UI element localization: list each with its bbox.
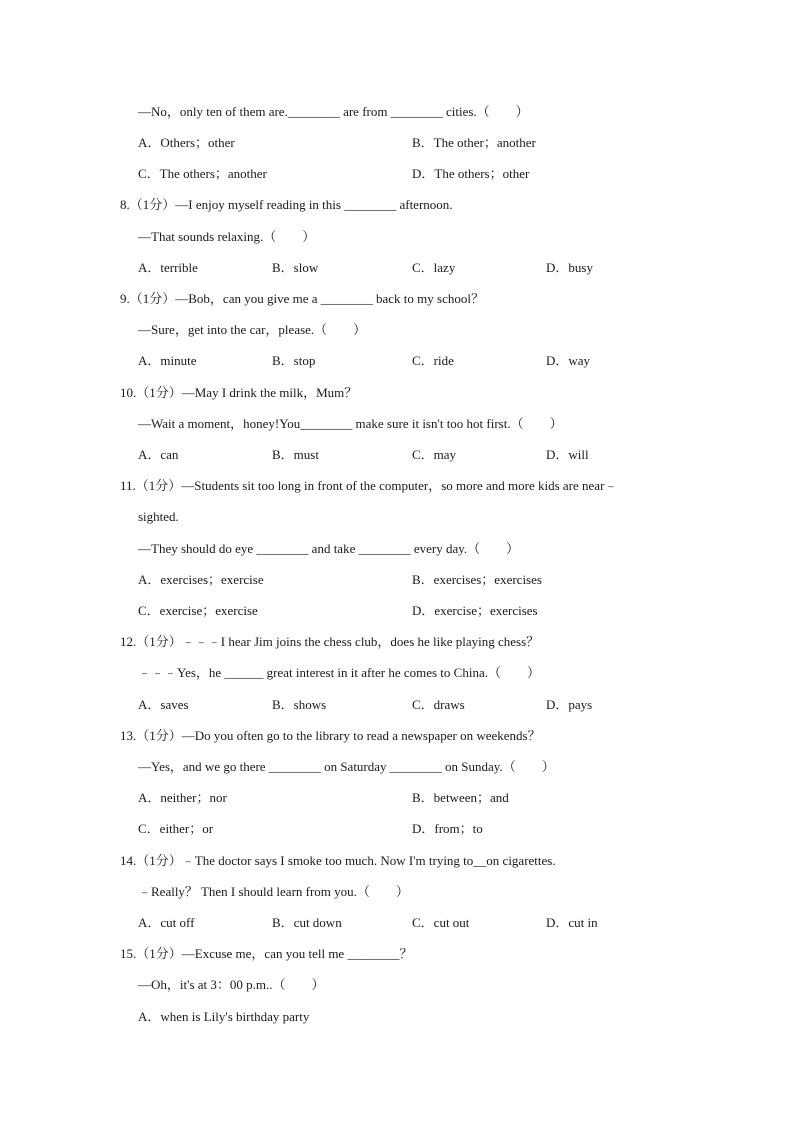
q9-option-b[interactable]: B．stop (272, 353, 316, 368)
q9-option-c[interactable]: C．ride (412, 353, 454, 368)
q12-option-d[interactable]: D．pays (546, 697, 593, 712)
q14-option-a[interactable]: A．cut off (138, 915, 195, 930)
q8-option-a[interactable]: A．terrible (138, 260, 198, 275)
q12-reply: ﹣﹣﹣Yes，he ______ great interest in it after he comes to China.（ ） (138, 665, 540, 680)
q12-option-c[interactable]: C．draws (412, 697, 465, 712)
q9-option-d[interactable]: D．way (546, 353, 591, 368)
q15-option-a[interactable]: A．when is Lily's birthday party (138, 1009, 310, 1024)
q14-reply: ﹣Really？ Then I should learn from you.（ ） (138, 884, 409, 899)
q10-stem: 10.（1分）—May I drink the milk，Mum？ (120, 385, 358, 400)
q14-stem: 14.（1分）﹣The doctor says I smoke too much. Now I'm trying to__on cigarettes. (120, 853, 556, 868)
q11-option-c[interactable]: C．exercise；exercise (138, 603, 258, 618)
q12-option-b[interactable]: B．shows (272, 697, 327, 712)
q13-stem: 13.（1分）—Do you often go to the library to read a newspaper on weekends？ (120, 728, 541, 743)
q11-option-d[interactable]: D．exercise；exercises (412, 603, 538, 618)
q10-option-d[interactable]: D．will (546, 447, 589, 462)
q8-stem: 8.（1分）—I enjoy myself reading in this ________ afternoon. (120, 197, 453, 212)
q13-option-b[interactable]: B．between；and (412, 790, 509, 805)
q8-reply: —That sounds relaxing.（ ） (138, 229, 316, 244)
q11-reply: —They should do eye ________ and take ________ every day.（ ） (138, 541, 520, 556)
q11-option-a[interactable]: A．exercises；exercise (138, 572, 264, 587)
q11-option-b[interactable]: B．exercises；exercises (412, 572, 542, 587)
q7-option-d[interactable]: D．The others；other (412, 166, 530, 181)
q9-stem: 9.（1分）—Bob，can you give me a ________ back to my school？ (120, 291, 484, 306)
q13-option-a[interactable]: A．neither；nor (138, 790, 227, 805)
q7-option-b[interactable]: B．The other；another (412, 135, 536, 150)
q12-stem: 12.（1分）﹣﹣﹣I hear Jim joins the chess club，does he like playing chess？ (120, 634, 540, 649)
q9-option-a[interactable]: A．minute (138, 353, 197, 368)
q13-reply: —Yes，and we go there ________ on Saturday ________ on Sunday.（ ） (138, 759, 555, 774)
q10-option-c[interactable]: C．may (412, 447, 457, 462)
q10-option-a[interactable]: A．can (138, 447, 179, 462)
q14-option-c[interactable]: C．cut out (412, 915, 470, 930)
q11-stem-continued: sighted. (138, 509, 179, 524)
q13-option-d[interactable]: D．from；to (412, 821, 483, 836)
q14-option-d[interactable]: D．cut in (546, 915, 598, 930)
q13-option-c[interactable]: C．either；or (138, 821, 214, 836)
q12-option-a[interactable]: A．saves (138, 697, 189, 712)
q7-option-a[interactable]: A．Others；other (138, 135, 235, 150)
q15-reply: —Oh，it's at 3：00 p.m..（ ） (138, 977, 325, 992)
q8-option-b[interactable]: B．slow (272, 260, 319, 275)
q7-answer-line: —No，only ten of them are.________ are from ________ cities.（ ） (138, 104, 529, 119)
q10-option-b[interactable]: B．must (272, 447, 319, 462)
q8-option-c[interactable]: C．lazy (412, 260, 456, 275)
q15-stem: 15.（1分）—Excuse me，can you tell me ________？ (120, 946, 413, 961)
q11-stem: 11.（1分）—Students sit too long in front of the computer，so more and more kids are near﹣ (120, 478, 618, 493)
q14-option-b[interactable]: B．cut down (272, 915, 342, 930)
q9-reply: —Sure，get into the car，please.（ ） (138, 322, 367, 337)
q7-option-c[interactable]: C．The others；another (138, 166, 267, 181)
q8-option-d[interactable]: D．busy (546, 260, 593, 275)
q10-reply: —Wait a moment，honey!You________ make sure it isn't too hot first.（ ） (138, 416, 563, 431)
